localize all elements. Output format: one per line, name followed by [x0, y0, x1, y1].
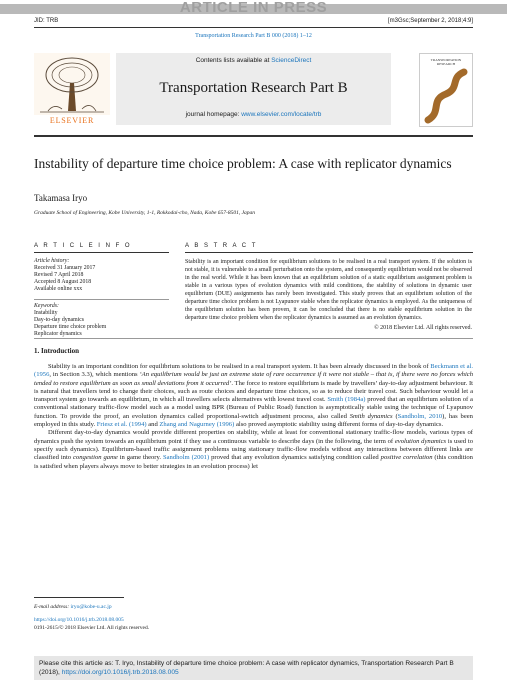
text-run: and — [146, 421, 160, 429]
info-divider — [34, 299, 169, 300]
abstract-body — [185, 258, 472, 332]
keywords-label: Keywords: — [34, 303, 59, 309]
header-rule — [34, 135, 473, 137]
emphasis: Smith dynamics — [349, 412, 393, 420]
citation-link[interactable]: Beckmann et al. (1956 — [34, 363, 473, 379]
homepage-link[interactable]: www.elsevier.com/locate/trb — [241, 111, 322, 118]
text-run: ( — [392, 412, 398, 420]
keyword-item: Instability — [34, 310, 58, 316]
sciencedirect-link[interactable]: ScienceDirect — [271, 57, 312, 64]
text-run: ), has been employed in this study. — [34, 412, 473, 429]
text-run: also proved asymptotic stability using different forms of day-to-day dynamics. — [234, 421, 444, 429]
citation-line[interactable]: Transportation Research Part B 000 (2018) 1–12 — [195, 33, 312, 39]
section-heading: 1. Introduction — [34, 347, 79, 355]
text-run: proved that any evolution dynamics satisfying condition called — [209, 454, 381, 462]
info-rule — [34, 252, 169, 253]
email-label: E-mail address: — [34, 604, 71, 610]
journal-title: Transportation Research Part B — [159, 80, 348, 96]
abstract-heading: A B S T R A C T — [185, 243, 258, 249]
article-title: Instability of departure time choice problem: A case with replicator dynamics — [34, 156, 452, 171]
publisher-name: ELSEVIER — [49, 116, 95, 125]
affiliation: Graduate School of Engineering, Kobe University, 1-1, Rokkodai-cho, Nada, Kobe 657-8501, Japan — [34, 210, 256, 216]
author-name[interactable]: Takamasa Iryo — [34, 193, 88, 203]
article-in-press-banner — [0, 0, 507, 14]
history-item: Accepted 8 August 2018 — [34, 279, 92, 285]
elsevier-logo — [34, 53, 110, 125]
email-line — [34, 603, 149, 611]
paragraph — [34, 363, 473, 429]
journal-id: JID: TRB — [34, 18, 59, 24]
issn-line: 0191-2615/© 2018 Elsevier Ltd. All rights reserved. — [34, 625, 150, 631]
text-run: proved that an equilibrium solution of a conventional stationary traffic-flow model such as a model using BPR (Bureau of Public Road) function is asymptotically stable using the technique of Lyapunov function. To provide the proof, an evolution dynamics called proportional-switch adjustment process, also called — [34, 396, 473, 420]
article-info — [34, 258, 169, 338]
contents-line — [116, 57, 391, 64]
history-item: Available online xxx — [34, 286, 83, 292]
footnotes — [34, 603, 149, 632]
copyright-notice: © 2018 Elsevier Ltd. All rights reserved. — [374, 325, 472, 331]
text-run: Different day-to-day dynamics would provide different properties on stability, while at least for conventional stationary traffic-flow models, various types of dynamics push the system towards an equilibrium point if they use a continuous variable to describe days (in the following, the term of — [34, 429, 473, 445]
journal-banner — [116, 53, 391, 125]
paragraph — [34, 429, 473, 470]
text-run: is used to specify such dynamics). Equilibrium-based traffic assignment problems using stationary traffic-flow models without any interactions between different links are classified into — [34, 437, 474, 462]
journal-cover — [419, 53, 473, 127]
emphasis: positive correlation — [380, 454, 433, 462]
build-tag: [m3Gsc;September 2, 2018;4:9] — [387, 18, 473, 24]
cover-road-icon — [420, 54, 472, 126]
footnote-rule — [34, 597, 124, 598]
text-run: Stability is an important condition for equilibrium solutions to be realised in a real transport system. It has been already discussed in the book of — [48, 363, 431, 370]
abstract-rule — [185, 252, 473, 253]
elsevier-tree-icon — [34, 53, 110, 115]
homepage-prefix: journal homepage: — [185, 111, 242, 118]
citation-link[interactable]: Friesz et al. (1994) — [96, 421, 147, 429]
keyword-item: Day-to-day dynamics — [34, 317, 85, 323]
article-info-heading: A R T I C L E I N F O — [34, 243, 132, 249]
text-run: . The force to restore equilibrium is made by travellers’ day-to-day adjustment behaviour. It is natural that travellers tend to change their choices, such as route choices and departure time choices, so as to reduce their travel cost. Such behaviour would let a transport system go towards an equilibrium, in which all travellers selects alternatives with lowest travel cost. — [34, 379, 473, 404]
journal-header — [34, 51, 473, 129]
introduction-body — [34, 363, 473, 471]
citation-link[interactable]: Smith (1984a) — [327, 396, 366, 404]
citation-link[interactable]: Sandholm (2001) — [162, 454, 210, 462]
text-run: , in Section 3.3), which mentions — [49, 371, 140, 379]
text-run: in game theory. — [117, 454, 163, 462]
top-rule — [34, 27, 473, 28]
emphasis: evolution dynamics — [394, 437, 447, 445]
abstract-end-rule — [34, 338, 473, 339]
history-label: Article history: — [34, 258, 70, 264]
doi-line — [34, 616, 149, 624]
cite-text: Please cite this article as: T. Iryo, Instability of departure time choice problem: A case with replicator dynamics, Transportation Research Part B (2018), — [39, 660, 454, 676]
doi-link[interactable]: https://doi.org/10.1016/j.trb.2018.08.005 — [34, 617, 124, 623]
keyword-item: Departure time choice problem — [34, 324, 107, 330]
article-in-press-label: ARTICLE IN PRESS — [179, 0, 328, 16]
citation-link[interactable]: Sandholm, 2010 — [397, 412, 443, 420]
text-run: (this condition is satisfied when players always move to better strategies in an evolution process) let — [34, 454, 473, 470]
email-link[interactable]: iryo@kobe-u.ac.jp — [70, 604, 112, 610]
cover-title: TRANSPORTATION RESEARCH — [430, 58, 462, 66]
contents-prefix: Contents lists available at — [195, 57, 272, 64]
cite-doi-link[interactable]: https://doi.org/10.1016/j.trb.2018.08.005 — [61, 669, 179, 676]
cite-this-article-box — [34, 656, 473, 680]
history-item: Received 31 January 2017 — [34, 265, 96, 271]
citation-link[interactable]: Zhang and Nagurney (1996) — [159, 421, 235, 429]
history-item: Revised 7 April 2018 — [34, 272, 84, 278]
abstract-text: Stability is an important condition for equilibrium solutions to be realised in a real transport system. If the solution is not stable, it is vulnerable to a small perturbation onto the system, and consequently equilibrium would not be observed in the real world. While it has been known that an equilibrium solution of a static equilibrium assignment problem is stable in a various types of evolution dynamics with mild conditions, the stability of solutions in dynamic user equilibrium (DUE) assignments has rarely been investigated. This study proves that an equilibrium solution of the departure time choice problem is not Lyapunov stable when the replicator dynamics is employed. As the uniqueness of the equilibrium solution has been proven, it can be concluded that there is no stable equilibrium solution in the departure time choice problem when the replicator dynamics is assumed as an evolution dynamics. — [185, 259, 472, 321]
quotation: ‘An equilibrium would be just an extreme state of rare occurrence if it were not stable – that is, if there were no forces which tended to restore equilibrium as soon as small deviations from it occurred’ — [34, 371, 473, 387]
homepage-line — [116, 111, 391, 118]
keyword-item: Replicator dynamics — [34, 331, 82, 337]
emphasis: congestion game — [73, 454, 118, 462]
